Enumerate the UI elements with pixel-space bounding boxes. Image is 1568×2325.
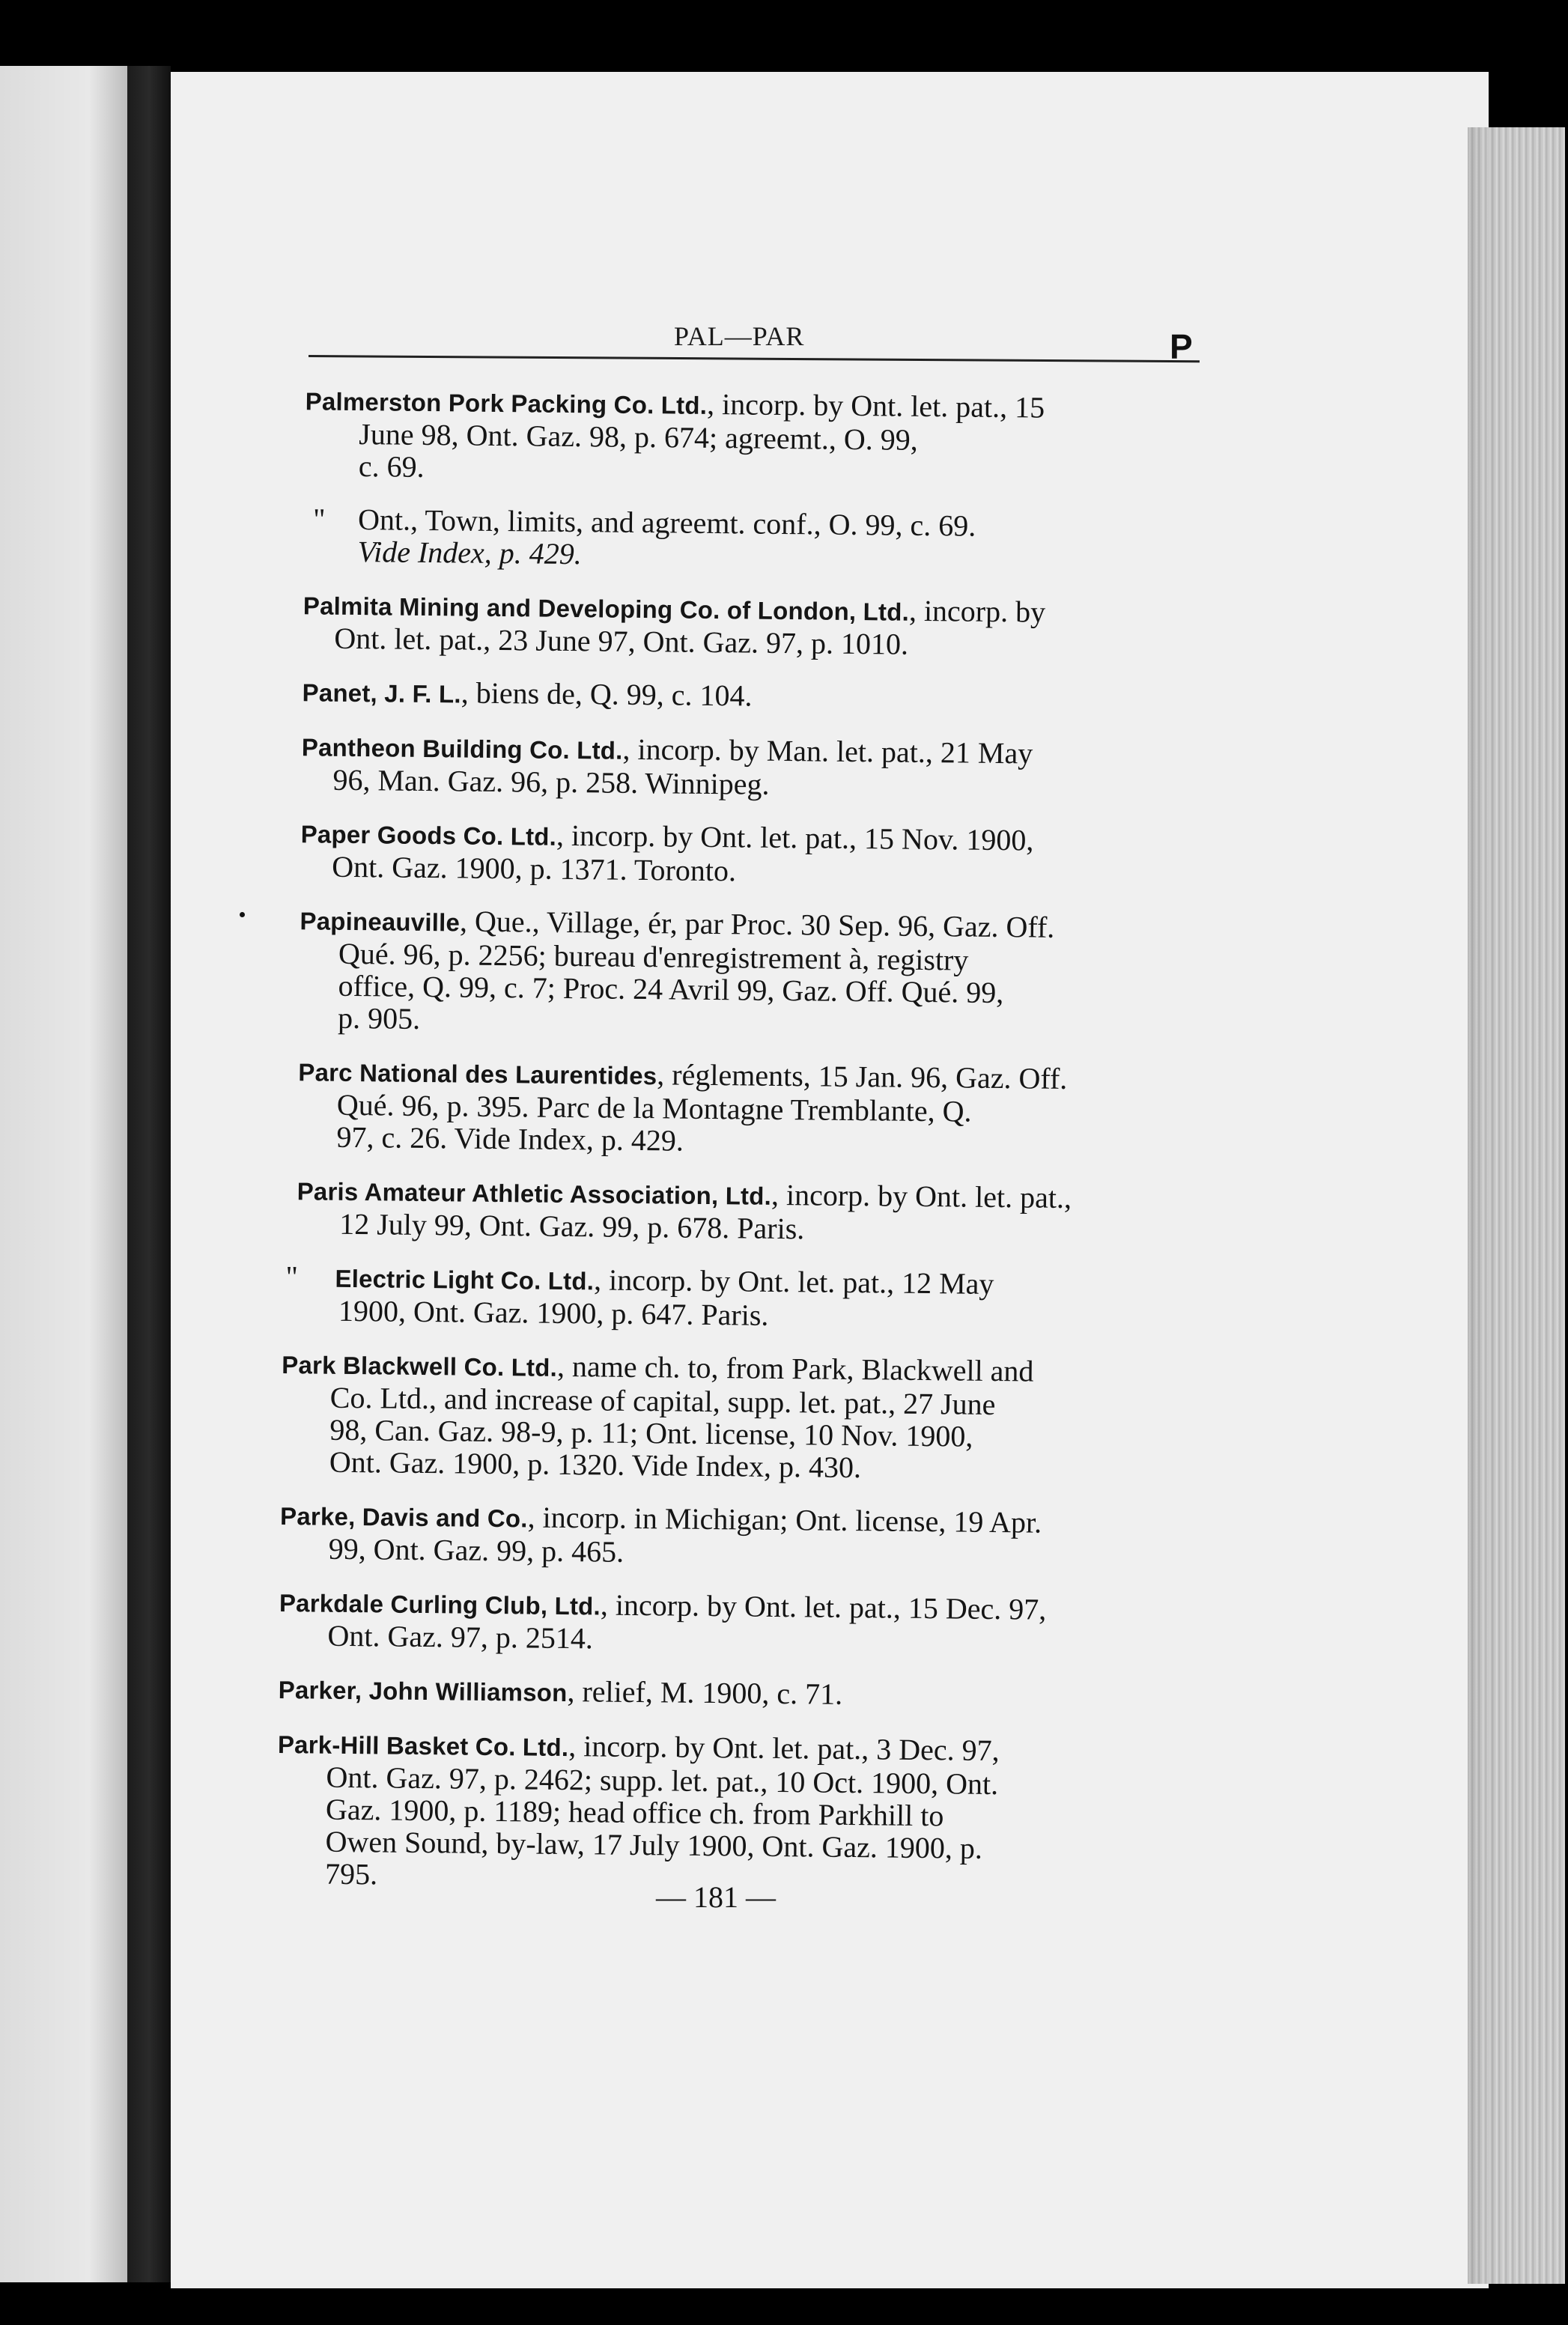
entry-heading: Panet, J. F. L. [302,678,461,708]
entry-text: Owen Sound, by-law, 17 July 1900, Ont. Gaz. 1900, p. [325,1824,983,1865]
entry-text: , incorp. by Ont. let. pat., 15 [706,386,1045,425]
entry-text: , relief, M. 1900, c. 71. [567,1674,843,1711]
index-entry [278,903,1193,1043]
index-entry [280,729,1194,805]
entry-text: , incorp. by Ont. let. pat., 3 Dec. 97, [568,1729,1000,1768]
entry-text: 1900, Ont. Gaz. 1900, p. 647. Paris. [338,1293,769,1332]
index-entries [269,383,1198,1920]
entry-text: , incorp. by [908,593,1046,629]
entry-text: Ont., Town, limits, and agreemt. conf., O. 99, c. 69. [357,502,976,543]
entry-heading: Park Blackwell Co. Ltd. [282,1351,558,1382]
entry-text: , incorp. by Man. let. pat., 21 May [622,732,1033,771]
index-entry [284,383,1198,491]
entry-text: 97, c. 26. Vide Index, p. 429. [336,1119,684,1158]
entry-text: Qué. 96, p. 2256; bureau d'enregistrement à, registry [338,936,969,977]
entry-text: , incorp. by Ont. let. pat., 12 May [593,1262,994,1301]
index-entry [276,1173,1190,1249]
entry-text: Ont. Gaz. 1900, p. 1320. Vide Index, p. 430. [329,1444,862,1485]
entry-text: Co. Ltd., and increase of capital, supp. let. pat., 27 June [329,1380,996,1422]
running-head: PAL—PAR [674,321,805,351]
entry-heading: Palmerston Pork Packing Co. Ltd. [305,387,708,419]
entry-heading: Parker, John Williamson [278,1676,568,1707]
entry-text: Qué. 96, p. 395. Parc de la Montagne Tremblante, Q. [336,1087,972,1128]
entry-text: , incorp. by Ont. let. pat., 15 Nov. 1900, [556,818,1034,857]
entry-text: , biens de, Q. 99, c. 104. [461,675,753,713]
entry-heading: Parc National des Laurentides [298,1058,657,1090]
index-entry [269,1727,1184,1899]
index-entry [272,1498,1186,1574]
entry-heading: Pantheon Building Co. Ltd. [301,733,623,765]
entry-text: 96, Man. Gaz. 96, p. 258. Winnipeg. [332,762,770,801]
index-entry [276,1054,1191,1162]
entry-text: Ont. Gaz. 97, p. 2514. [327,1618,594,1656]
margin-mark [240,912,245,917]
entry-text: June 98, Ont. Gaz. 98, p. 674; agreemt., O. 99, [359,417,919,457]
entry-text: p. 905. [337,1000,421,1036]
index-entry [271,1585,1185,1661]
entry-text: 12 July 99, Ont. Gaz. 99, p. 678. Paris. [339,1206,805,1246]
ditto-mark: " [312,502,326,536]
entry-heading: Papineauville [300,907,461,937]
entry-heading: Park-Hill Basket Co. Ltd. [277,1730,569,1762]
book-gutter [127,66,171,2282]
index-entry [282,588,1196,663]
entry-text: office, Q. 99, c. 7; Proc. 24 Avril 99, Gaz. Off. Qué. 99, [338,968,1004,1010]
entry-heading: Paper Goods Co. Ltd. [300,820,557,851]
entry-text: Ont. let. pat., 23 June 97, Ont. Gaz. 97, p. 1010. [334,621,909,661]
entry-heading: Electric Light Co. Ltd. [335,1264,595,1295]
entry-heading: Palmita Mining and Developing Co. of London, Ltd. [303,592,910,626]
index-entry [281,675,1194,718]
index-entry [271,1672,1185,1715]
page-number: — 181 — [656,1880,776,1914]
entry-text: , réglements, 15 Jan. 96, Gaz. Off. [657,1057,1068,1095]
entry-text: 98, Can. Gaz. 98-9, p. 11; Ont. license, 10 Nov. 1900, [329,1412,973,1453]
entry-heading: Paris Amateur Athletic Association, Ltd. [297,1177,772,1210]
entry-text: , name ch. to, from Park, Blackwell and [556,1349,1034,1388]
facing-page-edge [0,66,127,2282]
entry-text: 795. [324,1856,378,1891]
entry-text: Ont. Gaz. 97, p. 2462; supp. let. pat., 10 Oct. 1900, Ont. [326,1760,999,1802]
entry-text: Gaz. 1900, p. 1189; head office ch. from Parkhill to [325,1792,944,1833]
entry-text: c. 69. [358,449,425,484]
entry-text: , incorp. by Ont. let. pat., [771,1177,1072,1215]
entry-heading: Parkdale Curling Club, Ltd. [279,1589,601,1620]
section-letter: P [1170,327,1193,366]
index-entry [279,816,1194,892]
index-entry [275,1260,1189,1336]
entry-text: 99, Ont. Gaz. 99, p. 465. [328,1531,625,1569]
entry-text: , Que., Village, ér, par Proc. 30 Sep. 96, Gaz. Off. [459,904,1055,944]
index-entry [282,502,1197,577]
ditto-mark: " [285,1259,299,1294]
entry-text: , incorp. in Michigan; Ont. license, 19 Apr. [527,1500,1042,1540]
entry-text: , incorp. by Ont. let. pat., 15 Dec. 97, [600,1587,1047,1626]
entry-text: Ont. Gaz. 1900, p. 1371. Toronto. [332,849,737,888]
entry-heading: Parke, Davis and Co. [279,1502,528,1533]
index-entry [273,1347,1188,1487]
entry-text: Vide Index, p. 429. [357,535,583,571]
